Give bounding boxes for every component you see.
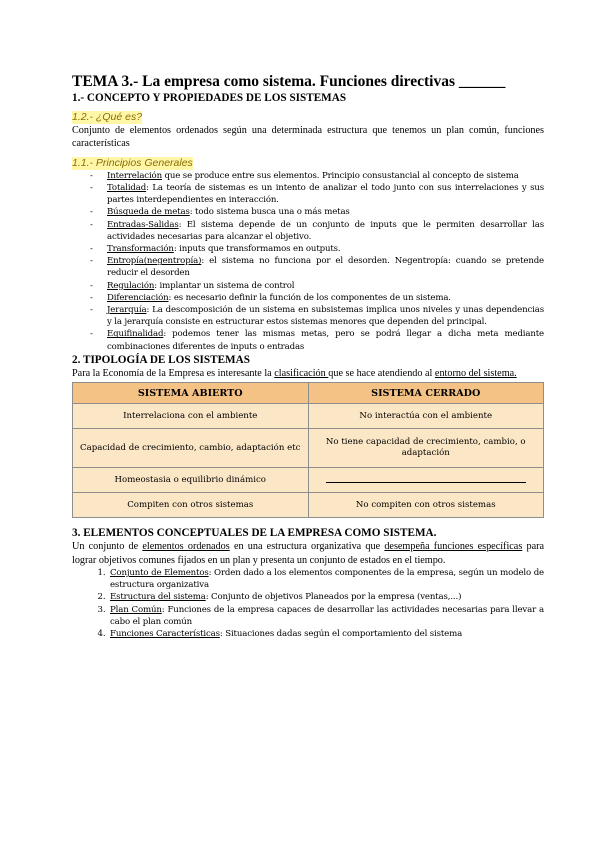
list-item: - Interrelación que se produce entre sus elementos. Principio consustancial al concepto de sistema: [90, 170, 544, 182]
cell-closed-blank: [308, 468, 544, 493]
header-open-system: SISTEMA ABIERTO: [73, 383, 309, 404]
system-definition: Conjunto de elementos ordenados según una determinada estructura que tenemos un plan común, funciones características: [72, 125, 544, 150]
section1-heading: 1.- CONCEPTO Y PROPIEDADES DE LOS SISTEMAS: [72, 92, 347, 104]
system-types-table: [72, 382, 544, 518]
cell-open: Homeostasia o equilibrio dinámico: [73, 468, 309, 493]
section2-intro: Para la Economía de la Empresa es interesante la clasificación que se hace atendiendo al entorno del sistema.: [72, 367, 517, 379]
blank-line: [326, 474, 526, 483]
list-item: - Totalidad: La teoría de sistemas es un intento de analizar el todo junto con sus interrelaciones y sus partes interdependientes en interacción.: [90, 182, 544, 206]
list-item: 2. Estructura del sistema: Conjunto de objetivos Planeados por la empresa (ventas,...): [108, 591, 544, 603]
principios-label: 1.1.- Principios Generales: [72, 156, 193, 169]
section3-intro: Un conjunto de elementos ordenados en una estructura organizativa que desempeña funciones específicas para lograr objetivos comunes fijados en un plan y presenta un conjunto de estados en el tiempo.: [72, 541, 545, 566]
cell-closed: No compiten con otros sistemas: [308, 493, 544, 518]
que-es-label: 1.2.- ¿Qué es?: [72, 111, 143, 123]
document-page: [72, 72, 544, 640]
cell-open: Compiten con otros sistemas: [73, 493, 309, 518]
section2-heading: 2. TIPOLOGÍA DE LOS SISTEMAS: [72, 353, 250, 366]
section3-heading: 3. ELEMENTOS CONCEPTUALES DE LA EMPRESA COMO SISTEMA.: [72, 527, 437, 540]
list-item: - Jerarquía: La descomposición de un sistema en subsistemas implica unos niveles y unas dependencias y la jerarquía consiste en estructurar estos sistemas menores que dependen del principal.: [90, 304, 544, 328]
document-title: TEMA 3.- La empresa como sistema. Funciones directivas ______: [72, 73, 506, 90]
list-item: - Búsqueda de metas: todo sistema busca una o más metas: [90, 206, 544, 218]
cell-closed: No interactúa con el ambiente: [308, 404, 544, 429]
list-item: 1. Conjunto de Elementos: Orden dado a los elementos componentes de la empresa, según un modelo de estructura organizativa: [108, 567, 544, 591]
cell-open: Interrelaciona con el ambiente: [73, 404, 309, 429]
table-row: [73, 493, 544, 518]
list-item: - Entropía(negentropía): el sistema no funciona por el desorden. Negentropía: cuando se pretende reducir el desorden: [90, 255, 544, 279]
list-item: - Entradas-Salidas: El sistema depende de un conjunto de inputs que le permiten desarrollar las actividades necesarias para alcanzar el objetivo.: [90, 219, 544, 243]
elements-list: [72, 567, 544, 640]
table-row: [73, 429, 544, 468]
header-closed-system: SISTEMA CERRADO: [308, 383, 544, 404]
list-item: - Equifinalidad: podemos tener las mismas metas, pero se podrá llegar a dicha meta mediante combinaciones diferentes de inputs o entradas: [90, 328, 544, 352]
principios-list: [72, 170, 544, 353]
list-item: - Regulación: implantar un sistema de control: [90, 280, 544, 292]
list-item: - Diferenciación: es necesario definir la función de los componentes de un sistema.: [90, 292, 544, 304]
cell-closed: No tiene capacidad de crecimiento, cambio, o adaptación: [308, 429, 544, 468]
list-item: 3. Plan Común: Funciones de la empresa capaces de desarrollar las actividades necesarias para llevar a cabo el plan común: [108, 604, 544, 628]
list-item: - Transformación: inputs que transformamos en outputs.: [90, 243, 544, 255]
cell-open: Capacidad de crecimiento, cambio, adaptación etc: [73, 429, 309, 468]
table-row: [73, 468, 544, 493]
table-row: [73, 404, 544, 429]
list-item: 4. Funciones Características: Situaciones dadas según el comportamiento del sistema: [108, 628, 544, 640]
